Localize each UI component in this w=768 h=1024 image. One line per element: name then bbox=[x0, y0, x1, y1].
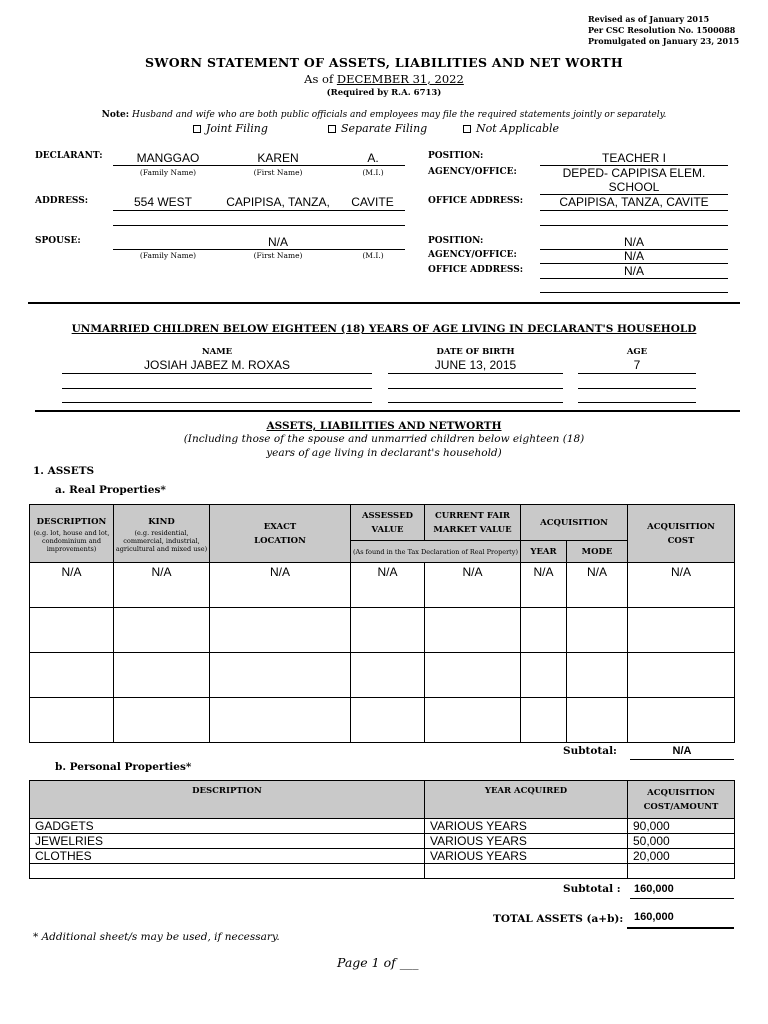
declarant-mi[interactable]: A. bbox=[367, 151, 379, 165]
joint-filing-option[interactable] bbox=[193, 122, 268, 135]
table-cell[interactable]: VARIOUS YEARS bbox=[425, 849, 628, 864]
description-header bbox=[30, 505, 114, 563]
agency-line-2: SCHOOL bbox=[608, 180, 660, 194]
declarant-first-name[interactable]: KAREN bbox=[257, 151, 299, 165]
note-label: Note: bbox=[101, 110, 130, 120]
declarant-position[interactable]: TEACHER I bbox=[601, 151, 666, 165]
personal-properties-table bbox=[29, 780, 735, 879]
table-row bbox=[30, 819, 735, 834]
alnw-subtitle-2: years of age living in declarant's household) bbox=[266, 447, 502, 459]
child-dob[interactable]: JUNE 13, 2015 bbox=[434, 358, 517, 372]
checkbox-icon[interactable] bbox=[463, 125, 471, 133]
family-name-caption: (Family Name) bbox=[139, 168, 197, 177]
not-applicable-option[interactable] bbox=[463, 122, 559, 135]
fair-market-value-header: CURRENT FAIR MARKET VALUE bbox=[425, 505, 521, 541]
table-cell[interactable] bbox=[628, 698, 735, 743]
table-cell[interactable]: N/A bbox=[351, 563, 425, 608]
table-cell[interactable] bbox=[30, 864, 425, 879]
table-cell[interactable] bbox=[114, 698, 210, 743]
acquisition-header: ACQUISITION bbox=[521, 505, 628, 541]
table-row bbox=[30, 608, 735, 653]
revision-line: Per CSC Resolution No. 1500088 bbox=[588, 25, 736, 35]
as-of-label: As of bbox=[304, 72, 334, 86]
assessed-value-header: ASSESSED VALUE bbox=[351, 505, 425, 541]
table-row bbox=[30, 653, 735, 698]
table-cell[interactable] bbox=[567, 698, 628, 743]
personal-subtotal-label: Subtotal : bbox=[563, 883, 621, 895]
table-cell[interactable] bbox=[351, 698, 425, 743]
table-cell[interactable]: N/A bbox=[114, 563, 210, 608]
separate-filing-label: Separate Filing bbox=[341, 122, 428, 135]
real-subtotal-label: Subtotal: bbox=[563, 745, 617, 757]
table-cell[interactable]: 50,000 bbox=[628, 834, 735, 849]
required-by: (Required by R.A. 6713) bbox=[326, 88, 442, 98]
year-header: YEAR bbox=[521, 541, 567, 563]
description-note: (e.g. lot, house and lot, condominium and improvements) bbox=[33, 528, 110, 553]
total-assets-label: TOTAL ASSETS (a+b): bbox=[493, 913, 624, 925]
table-cell[interactable] bbox=[567, 608, 628, 653]
total-assets-line bbox=[627, 927, 734, 929]
spouse-agency[interactable]: N/A bbox=[623, 249, 644, 263]
address-part-2[interactable]: CAPIPISA, TANZA, bbox=[226, 195, 330, 209]
alnw-subtitle-1: (Including those of the spouse and unmarried children below eighteen (18) bbox=[183, 433, 585, 445]
spouse-office-line-2 bbox=[540, 292, 728, 293]
kind-header-label: KIND bbox=[148, 516, 175, 527]
spouse-name[interactable]: N/A bbox=[267, 235, 288, 249]
revision-block bbox=[588, 14, 739, 47]
children-age-header: AGE bbox=[626, 347, 648, 357]
declarant-agency[interactable] bbox=[540, 166, 728, 194]
declarant-name-line bbox=[113, 165, 405, 166]
location-header: EXACT LOCATION bbox=[210, 505, 351, 563]
office-address-line bbox=[540, 210, 728, 211]
spouse-agency-label: AGENCY/OFFICE: bbox=[428, 250, 517, 260]
form-title: SWORN STATEMENT OF ASSETS, LIABILITIES AND NET WORTH bbox=[145, 55, 623, 70]
table-cell[interactable] bbox=[351, 653, 425, 698]
joint-filing-label: Joint Filing bbox=[206, 122, 268, 135]
acquisition-cost-header: ACQUISITION COST bbox=[628, 505, 735, 563]
table-row bbox=[30, 563, 735, 608]
child-age[interactable]: 7 bbox=[633, 358, 641, 372]
pp-year-acquired-header: YEAR ACQUIRED bbox=[425, 781, 628, 819]
agency-label: AGENCY/OFFICE: bbox=[428, 167, 517, 177]
table-cell[interactable]: GADGETS bbox=[30, 819, 425, 834]
table-cell[interactable] bbox=[425, 698, 521, 743]
child-row-line bbox=[388, 402, 563, 403]
table-cell[interactable]: N/A bbox=[425, 563, 521, 608]
tax-declaration-note-cell bbox=[351, 541, 521, 563]
table-cell[interactable] bbox=[521, 653, 567, 698]
description-header-label: DESCRIPTION bbox=[36, 516, 107, 527]
address-label: ADDRESS: bbox=[35, 196, 89, 206]
mi-caption: (M.I.) bbox=[362, 168, 384, 177]
table-cell[interactable] bbox=[30, 608, 114, 653]
note-line bbox=[0, 110, 768, 120]
section-divider bbox=[35, 410, 740, 412]
spouse-position-label: POSITION: bbox=[428, 236, 484, 246]
child-row-line bbox=[578, 388, 696, 389]
note-text: Husband and wife who are both public officials and employees may file the required statements jointly or separately. bbox=[131, 110, 667, 120]
table-cell[interactable]: VARIOUS YEARS bbox=[425, 834, 628, 849]
address-line bbox=[113, 210, 405, 211]
table-cell[interactable]: VARIOUS YEARS bbox=[425, 819, 628, 834]
alnw-title: ASSETS, LIABILITIES AND NETWORTH bbox=[266, 420, 502, 432]
footnote: * Additional sheet/s may be used, if necessary. bbox=[33, 931, 280, 943]
page-number: Page 1 of ___ bbox=[337, 955, 419, 970]
table-cell[interactable]: N/A bbox=[628, 563, 735, 608]
office-address-line-2 bbox=[540, 225, 728, 226]
table-cell[interactable] bbox=[114, 653, 210, 698]
address-line-2 bbox=[113, 225, 405, 226]
table-cell[interactable]: JEWELRIES bbox=[30, 834, 425, 849]
real-subtotal-line bbox=[630, 759, 734, 760]
children-name-header: NAME bbox=[201, 347, 233, 357]
child-row-line bbox=[62, 388, 372, 389]
table-cell[interactable] bbox=[30, 698, 114, 743]
mode-header: MODE bbox=[567, 541, 628, 563]
declarant-office-address[interactable]: CAPIPISA, TANZA, CAVITE bbox=[559, 195, 709, 209]
table-cell[interactable] bbox=[114, 608, 210, 653]
real-properties-heading: a. Real Properties* bbox=[55, 484, 166, 496]
address-part-1[interactable]: 554 WEST bbox=[133, 195, 193, 209]
table-cell[interactable]: 90,000 bbox=[628, 819, 735, 834]
child-row-line bbox=[578, 373, 696, 374]
kind-header bbox=[114, 505, 210, 563]
declarant-label: DECLARANT: bbox=[35, 151, 103, 161]
table-cell[interactable] bbox=[425, 864, 628, 879]
kind-note: (e.g. residential, commercial, industrial, agricultural and mixed use) bbox=[115, 528, 208, 553]
assets-heading: 1. ASSETS bbox=[33, 465, 95, 477]
table-cell[interactable]: CLOTHES bbox=[30, 849, 425, 864]
table-cell[interactable] bbox=[210, 608, 351, 653]
child-row-line bbox=[388, 388, 563, 389]
child-row-line bbox=[62, 373, 372, 374]
children-dob-header: DATE OF BIRTH bbox=[436, 347, 515, 357]
table-row bbox=[30, 698, 735, 743]
office-address-label: OFFICE ADDRESS: bbox=[428, 196, 524, 206]
real-properties-table bbox=[29, 504, 735, 743]
as-of-date: DECEMBER 31, 2022 bbox=[336, 72, 464, 86]
table-cell[interactable] bbox=[628, 653, 735, 698]
table-cell[interactable] bbox=[351, 608, 425, 653]
child-row-line bbox=[578, 402, 696, 403]
child-row-line bbox=[62, 402, 372, 403]
agency-line-1: DEPED- CAPIPISA ELEM. bbox=[562, 166, 706, 180]
spouse-office-address[interactable]: N/A bbox=[623, 264, 644, 278]
personal-subtotal-line bbox=[630, 898, 734, 899]
not-applicable-label: Not Applicable bbox=[476, 122, 560, 135]
table-row bbox=[30, 834, 735, 849]
spouse-office-address-label: OFFICE ADDRESS: bbox=[428, 265, 524, 275]
table-cell[interactable] bbox=[425, 608, 521, 653]
first-name-caption: (First Name) bbox=[253, 251, 303, 260]
family-name-caption: (Family Name) bbox=[139, 251, 197, 260]
table-cell[interactable]: N/A bbox=[30, 563, 114, 608]
checkbox-icon[interactable] bbox=[328, 125, 336, 133]
table-cell[interactable]: N/A bbox=[521, 563, 567, 608]
total-assets-value[interactable]: 160,000 bbox=[634, 911, 674, 923]
section-divider bbox=[28, 302, 740, 304]
table-cell[interactable] bbox=[628, 608, 735, 653]
table-cell[interactable] bbox=[30, 653, 114, 698]
table-cell[interactable] bbox=[210, 653, 351, 698]
table-row bbox=[30, 849, 735, 864]
as-of-line bbox=[0, 72, 768, 86]
personal-properties-heading: b. Personal Properties* bbox=[55, 761, 192, 773]
spouse-position[interactable]: N/A bbox=[623, 235, 644, 249]
table-cell[interactable] bbox=[567, 653, 628, 698]
table-cell[interactable] bbox=[521, 698, 567, 743]
separate-filing-option[interactable] bbox=[328, 122, 427, 135]
revision-line: Promulgated on January 23, 2015 bbox=[588, 36, 740, 46]
child-row-line bbox=[388, 373, 563, 374]
table-cell[interactable] bbox=[628, 864, 735, 879]
checkbox-icon[interactable] bbox=[193, 125, 201, 133]
child-name[interactable]: JOSIAH JABEZ M. ROXAS bbox=[143, 358, 291, 372]
address-part-3[interactable]: CAVITE bbox=[351, 195, 394, 209]
declarant-family-name[interactable]: MANGGAO bbox=[136, 151, 200, 165]
children-title: UNMARRIED CHILDREN BELOW EIGHTEEN (18) YEARS OF AGE LIVING IN DECLARANT'S HOUSEHOLD bbox=[71, 323, 697, 335]
table-cell[interactable] bbox=[210, 698, 351, 743]
table-cell[interactable]: N/A bbox=[567, 563, 628, 608]
revision-line: Revised as of January 2015 bbox=[588, 14, 710, 24]
tax-declaration-note: (As found in the Tax Declaration of Real Property) bbox=[353, 547, 518, 556]
spouse-office-line bbox=[540, 278, 728, 279]
table-cell[interactable] bbox=[425, 653, 521, 698]
first-name-caption: (First Name) bbox=[253, 168, 303, 177]
mi-caption: (M.I.) bbox=[362, 251, 384, 260]
table-cell[interactable] bbox=[521, 608, 567, 653]
personal-subtotal-value[interactable]: 160,000 bbox=[634, 883, 674, 895]
pp-acquisition-cost-header: ACQUISITION COST/AMOUNT bbox=[628, 781, 735, 819]
spouse-label: SPOUSE: bbox=[35, 236, 81, 246]
table-cell[interactable]: 20,000 bbox=[628, 849, 735, 864]
table-row bbox=[30, 864, 735, 879]
position-label: POSITION: bbox=[428, 151, 484, 161]
real-subtotal-value[interactable]: N/A bbox=[672, 745, 692, 757]
spouse-name-line bbox=[113, 249, 405, 250]
pp-description-header: DESCRIPTION bbox=[30, 781, 425, 819]
table-cell[interactable]: N/A bbox=[210, 563, 351, 608]
